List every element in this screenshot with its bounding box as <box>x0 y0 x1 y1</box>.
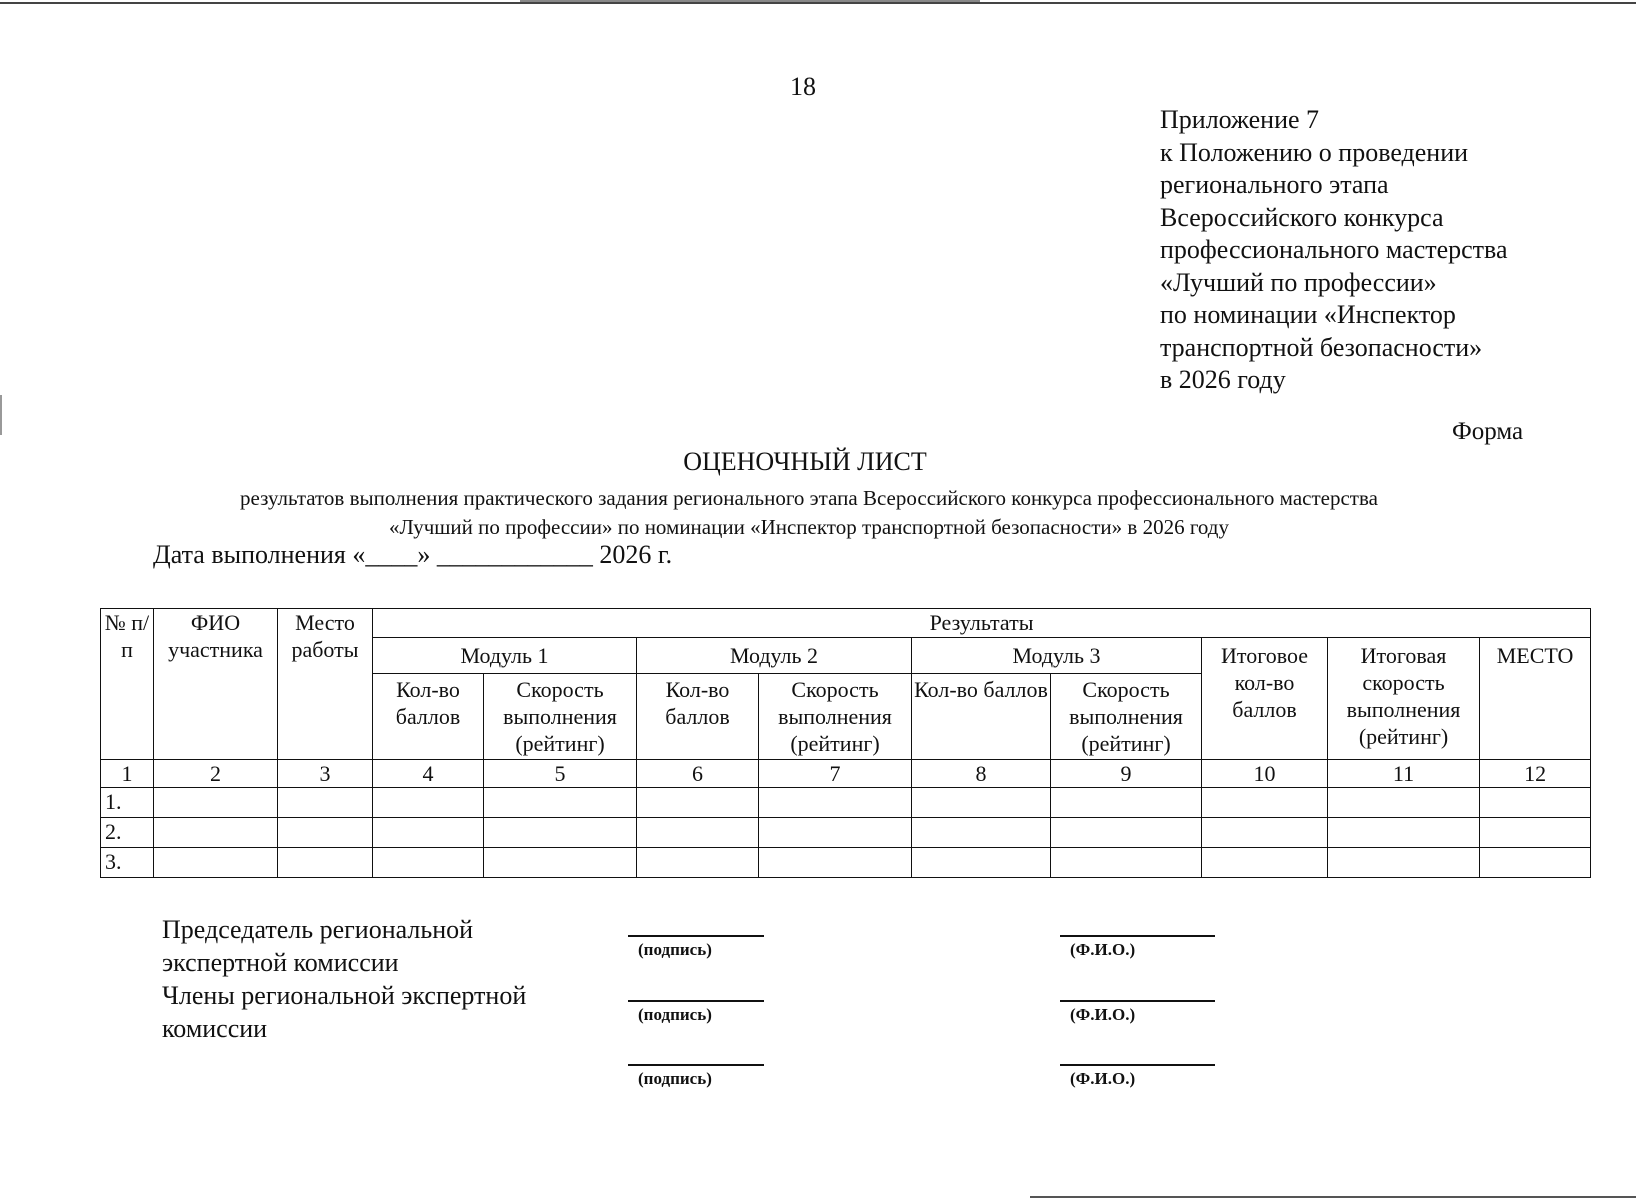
document-subtitle <box>0 484 1618 542</box>
header-m1-speed: Скорость выполнения (рейтинг) <box>484 674 637 760</box>
cell-m2-speed[interactable] <box>759 848 912 878</box>
cell-m1-speed[interactable] <box>484 788 637 818</box>
column-number: 9 <box>1051 760 1202 788</box>
column-number: 2 <box>154 760 278 788</box>
header-results: Результаты <box>373 609 1591 638</box>
annex-line: профессионального мастерства <box>1160 235 1508 264</box>
cell-m1-points[interactable] <box>373 848 484 878</box>
cell-m1-speed[interactable] <box>484 848 637 878</box>
chairman-label <box>162 913 473 979</box>
cell-m2-points[interactable] <box>637 848 759 878</box>
name-line[interactable] <box>1060 935 1215 937</box>
cell-workplace[interactable] <box>278 788 373 818</box>
header-place: МЕСТО <box>1480 638 1591 760</box>
cell-workplace[interactable] <box>278 848 373 878</box>
cell-m1-points[interactable] <box>373 788 484 818</box>
header-m3-points: Кол-во баллов <box>912 674 1051 760</box>
table-row <box>101 848 1591 878</box>
name-caption: (Ф.И.О.) <box>1070 1069 1136 1088</box>
header-fio: ФИО участника <box>154 609 278 760</box>
signature-caption: (подпись) <box>638 1069 712 1088</box>
header-module-1: Модуль 1 <box>373 638 637 674</box>
header-m2-points: Кол-во баллов <box>637 674 759 760</box>
cell-total-points[interactable] <box>1202 818 1328 848</box>
cell-m1-speed[interactable] <box>484 818 637 848</box>
cell-m2-points[interactable] <box>637 788 759 818</box>
column-number: 7 <box>759 760 912 788</box>
cell-m3-points[interactable] <box>912 788 1051 818</box>
cell-total-speed[interactable] <box>1328 818 1480 848</box>
signature-caption: (подпись) <box>638 1005 712 1024</box>
column-number: 6 <box>637 760 759 788</box>
column-number: 3 <box>278 760 373 788</box>
bottom-border-line <box>1030 1196 1636 1198</box>
header-total-speed: Итоговая скорость выполнения (рейтинг) <box>1328 638 1480 760</box>
left-scan-mark <box>0 395 2 435</box>
annex-line: Всероссийского конкурса <box>1160 202 1444 232</box>
chairman-line-2: экспертной комиссии <box>162 948 399 977</box>
table-row <box>101 788 1591 818</box>
header-workplace: Место работы <box>278 609 373 760</box>
cell-total-points[interactable] <box>1202 848 1328 878</box>
signature-line[interactable] <box>628 1000 764 1002</box>
cell-total-points[interactable] <box>1202 788 1328 818</box>
annex-line: к Положению о проведении <box>1160 137 1469 167</box>
members-line-1: Члены региональной экспертной <box>162 981 527 1010</box>
subtitle-line-1: результатов выполнения практического задания регионального этапа Всероссийского конкурса профессионального мастерства <box>240 486 1378 510</box>
cell-fio[interactable] <box>154 818 278 848</box>
cell-place[interactable] <box>1480 848 1591 878</box>
column-number: 11 <box>1328 760 1480 788</box>
table-row <box>101 818 1591 848</box>
column-number: 5 <box>484 760 637 788</box>
cell-total-speed[interactable] <box>1328 788 1480 818</box>
column-number: 12 <box>1480 760 1591 788</box>
cell-m3-points[interactable] <box>912 848 1051 878</box>
cell-m3-speed[interactable] <box>1051 848 1202 878</box>
header-m2-speed: Скорость выполнения (рейтинг) <box>759 674 912 760</box>
cell-m2-speed[interactable] <box>759 788 912 818</box>
signature-line[interactable] <box>628 935 764 937</box>
column-number: 10 <box>1202 760 1328 788</box>
name-line[interactable] <box>1060 1000 1215 1002</box>
header-m1-points: Кол-во баллов <box>373 674 484 760</box>
header-num: № п/п <box>101 609 154 760</box>
cell-place[interactable] <box>1480 818 1591 848</box>
members-label <box>162 979 526 1045</box>
annex-line: по номинации «Инспектор <box>1160 300 1456 329</box>
header-m3-speed: Скорость выполнения (рейтинг) <box>1051 674 1202 760</box>
cell-workplace[interactable] <box>278 818 373 848</box>
date-line: Дата выполнения «____» ____________ 2026 г. <box>153 540 673 569</box>
annex-block <box>1160 104 1508 397</box>
annex-line: Приложение 7 <box>1160 105 1320 134</box>
members-line-2: комиссии <box>162 1014 268 1043</box>
subtitle-line-2: «Лучший по профессии» по номинации «Инспектор транспортной безопасности» в 2026 году <box>388 515 1229 539</box>
chairman-line-1: Председатель региональной <box>162 915 474 944</box>
cell-m3-speed[interactable] <box>1051 788 1202 818</box>
column-number: 4 <box>373 760 484 788</box>
cell-m2-speed[interactable] <box>759 818 912 848</box>
cell-m2-points[interactable] <box>637 818 759 848</box>
cell-fio[interactable] <box>154 848 278 878</box>
name-caption: (Ф.И.О.) <box>1070 940 1136 959</box>
top-border-line <box>0 2 1636 4</box>
column-number: 1 <box>101 760 154 788</box>
top-border-line-secondary <box>520 0 980 2</box>
header-module-3: Модуль 3 <box>912 638 1202 674</box>
header-total-points: Итоговое кол-во баллов <box>1202 638 1328 760</box>
annex-line: «Лучший по профессии» <box>1160 267 1437 297</box>
evaluation-table <box>100 608 1591 878</box>
cell-place[interactable] <box>1480 788 1591 818</box>
cell-fio[interactable] <box>154 788 278 818</box>
cell-total-speed[interactable] <box>1328 848 1480 878</box>
cell-m3-speed[interactable] <box>1051 818 1202 848</box>
row-number: 2. <box>101 818 154 848</box>
header-module-2: Модуль 2 <box>637 638 912 674</box>
row-number: 3. <box>101 848 154 878</box>
annex-line: регионального этапа <box>1160 170 1389 199</box>
name-line[interactable] <box>1060 1064 1215 1066</box>
signature-caption: (подпись) <box>638 940 712 959</box>
column-number: 8 <box>912 760 1051 788</box>
form-label: Форма <box>1452 418 1524 445</box>
cell-m1-points[interactable] <box>373 818 484 848</box>
annex-line: в 2026 году <box>1160 365 1286 394</box>
document-title: ОЦЕНОЧНЫЙ ЛИСТ <box>683 447 927 476</box>
page-number: 18 <box>790 72 816 101</box>
annex-line: транспортной безопасности» <box>1160 332 1483 362</box>
name-caption: (Ф.И.О.) <box>1070 1005 1136 1024</box>
cell-m3-points[interactable] <box>912 818 1051 848</box>
row-number: 1. <box>101 788 154 818</box>
signature-line[interactable] <box>628 1064 764 1066</box>
